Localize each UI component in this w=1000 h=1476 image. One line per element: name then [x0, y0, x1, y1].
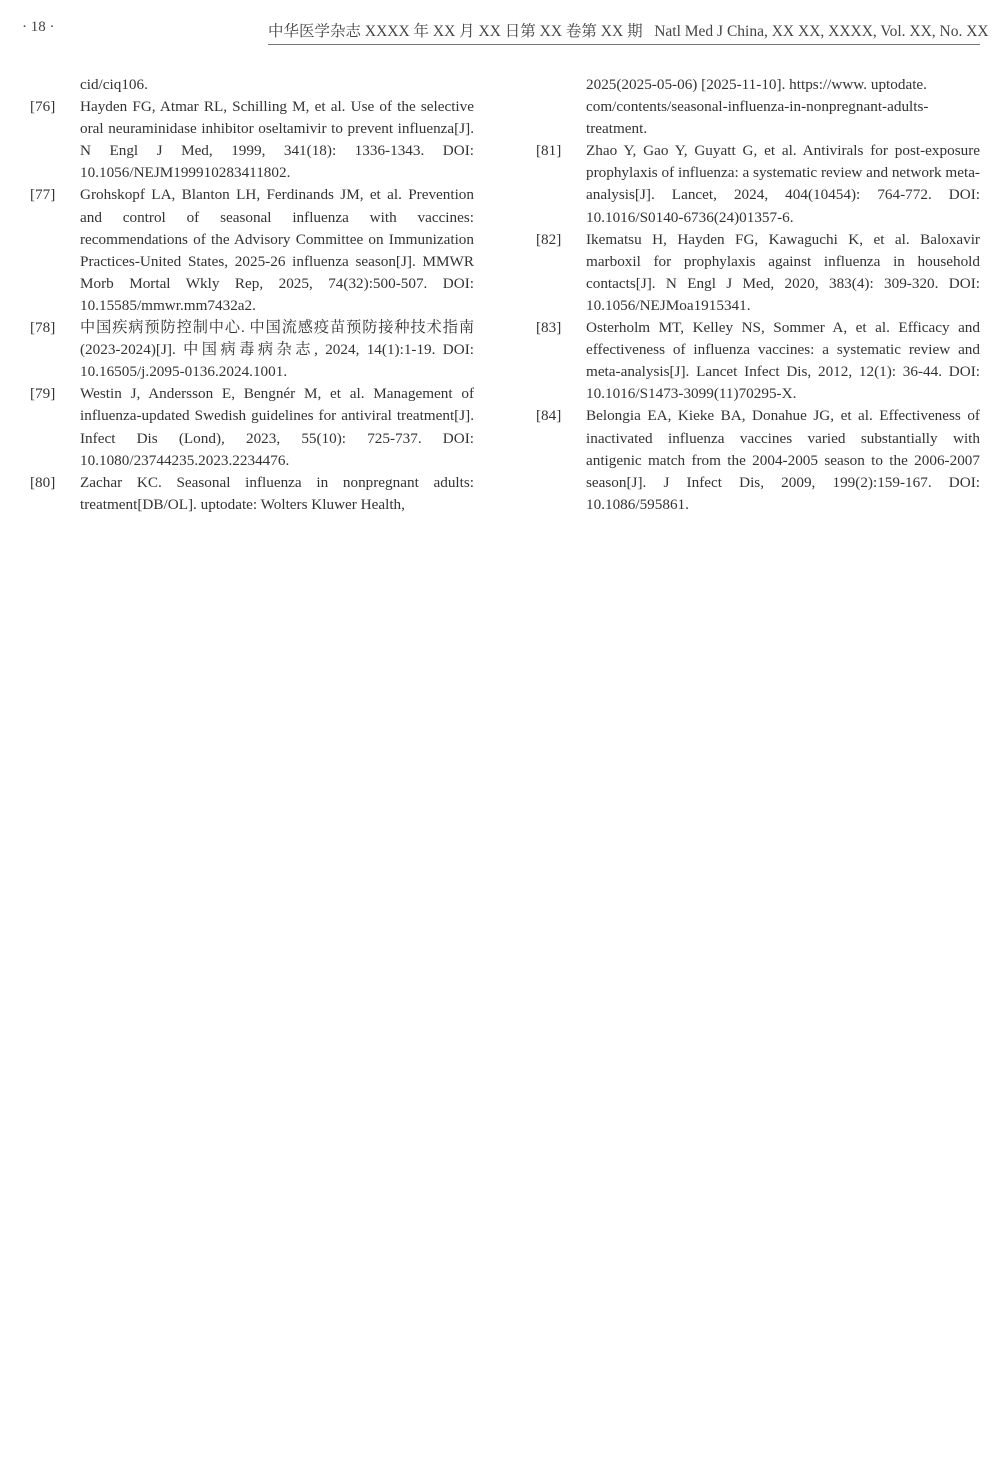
reference-text: Grohskopf LA, Blanton LH, Ferdinands JM, et al. Prevention and control of seasonal influenza with vaccines: recommendations of the Advisory Committee on Immunization Practices-United States, 2025-26 influenza season[J]. MMWR Morb Mortal Wkly Rep, 2025, 74(32):500-507. DOI: 10.15585/mmwr.mm7432a2. [80, 186, 474, 314]
reference-item [30, 184, 474, 317]
reference-text: Zhao Y, Gao Y, Guyatt G, et al. Antivirals for post-exposure prophylaxis of influenza: a systematic review and network meta-analysis[J]. Lancet, 2024, 404(10454): 764-772. DOI: 10.1016/S0140-6736(24)01357-6. [586, 142, 980, 226]
reference-number: [77] [30, 186, 56, 204]
reference-number: [76] [30, 98, 56, 116]
reference-text: Osterholm MT, Kelley NS, Sommer A, et al. Efficacy and effectiveness of influenza vaccines: a systematic review and meta-analysis[J]. Lancet Infect Dis, 2012, 12(1): 36-44. DOI: 10.1016/S1473-3099(11)70295-X. [586, 319, 980, 403]
reference-item [536, 140, 980, 228]
reference-item [30, 96, 474, 184]
reference-number: [80] [30, 473, 56, 491]
running-header [268, 19, 989, 45]
reference-continuation: 2025(2025-05-06) [2025-11-10]. https://www. uptodate. com/contents/seasonal-influenza-in-nonpregnant-adults-treatment. [586, 76, 929, 138]
reference-number: [81] [536, 142, 562, 160]
reference-number: [78] [30, 319, 56, 337]
reference-item [30, 317, 474, 383]
journal-title-en: Natl Med J China, XX XX, XXXX, Vol. XX, No. XX [654, 23, 989, 40]
reference-item [536, 317, 980, 405]
reference-text: Zachar KC. Seasonal influenza in nonpregnant adults: treatment[DB/OL]. uptodate: Wolters Kluwer Health, [80, 473, 474, 513]
reference-text: Westin J, Andersson E, Bengnér M, et al. Management of influenza-updated Swedish guidelines for antiviral treatment[J]. Infect Dis (Lond), 2023, 55(10): 725-737. DOI: 10.1080/23744235.2023.2234476. [80, 385, 474, 469]
reference-number: [79] [30, 385, 56, 403]
reference-number: [82] [536, 230, 562, 248]
reference-text: Hayden FG, Atmar RL, Schilling M, et al. Use of the selective oral neuraminidase inhibitor oseltamivir to prevent influenza[J]. N Engl J Med, 1999, 341(18): 1336-1343. DOI: 10.1056/NEJM199910283411802. [80, 98, 474, 182]
reference-text: Ikematsu H, Hayden FG, Kawaguchi K, et al. Baloxavir marboxil for prophylaxis against influenza in household contacts[J]. N Engl J Med, 2020, 383(4): 309-320. DOI: 10.1056/NEJMoa1915341. [586, 230, 980, 314]
reference-item [30, 472, 474, 516]
reference-column-right [536, 74, 980, 516]
reference-column-left [30, 74, 474, 516]
reference-item [536, 229, 980, 317]
reference-item [30, 383, 474, 471]
page-number: · 18 · [22, 19, 55, 35]
reference-text: Belongia EA, Kieke BA, Donahue JG, et al. Effectiveness of inactivated influenza vaccines varied substantially with antigenic match from the 2004-2005 season to the 2006-2007 season[J]. J Infect Dis, 2009, 199(2):159-167. DOI: 10.1086/595861. [586, 407, 980, 513]
reference-number: [84] [536, 407, 562, 425]
journal-title-cn: 中华医学杂志 XXXX 年 XX 月 XX 日第 XX 卷第 XX 期 [268, 23, 643, 40]
reference-text: 中国疾病预防控制中心. 中国流感疫苗预防接种技术指南(2023-2024)[J]. 中国病毒病杂志, 2024, 14(1):1-19. DOI: 10.16505/j.2095-0136.2024.1001. [80, 319, 474, 381]
reference-continuation: cid/ciq106. [80, 76, 148, 93]
reference-number: [83] [536, 319, 562, 337]
reference-item [536, 405, 980, 515]
